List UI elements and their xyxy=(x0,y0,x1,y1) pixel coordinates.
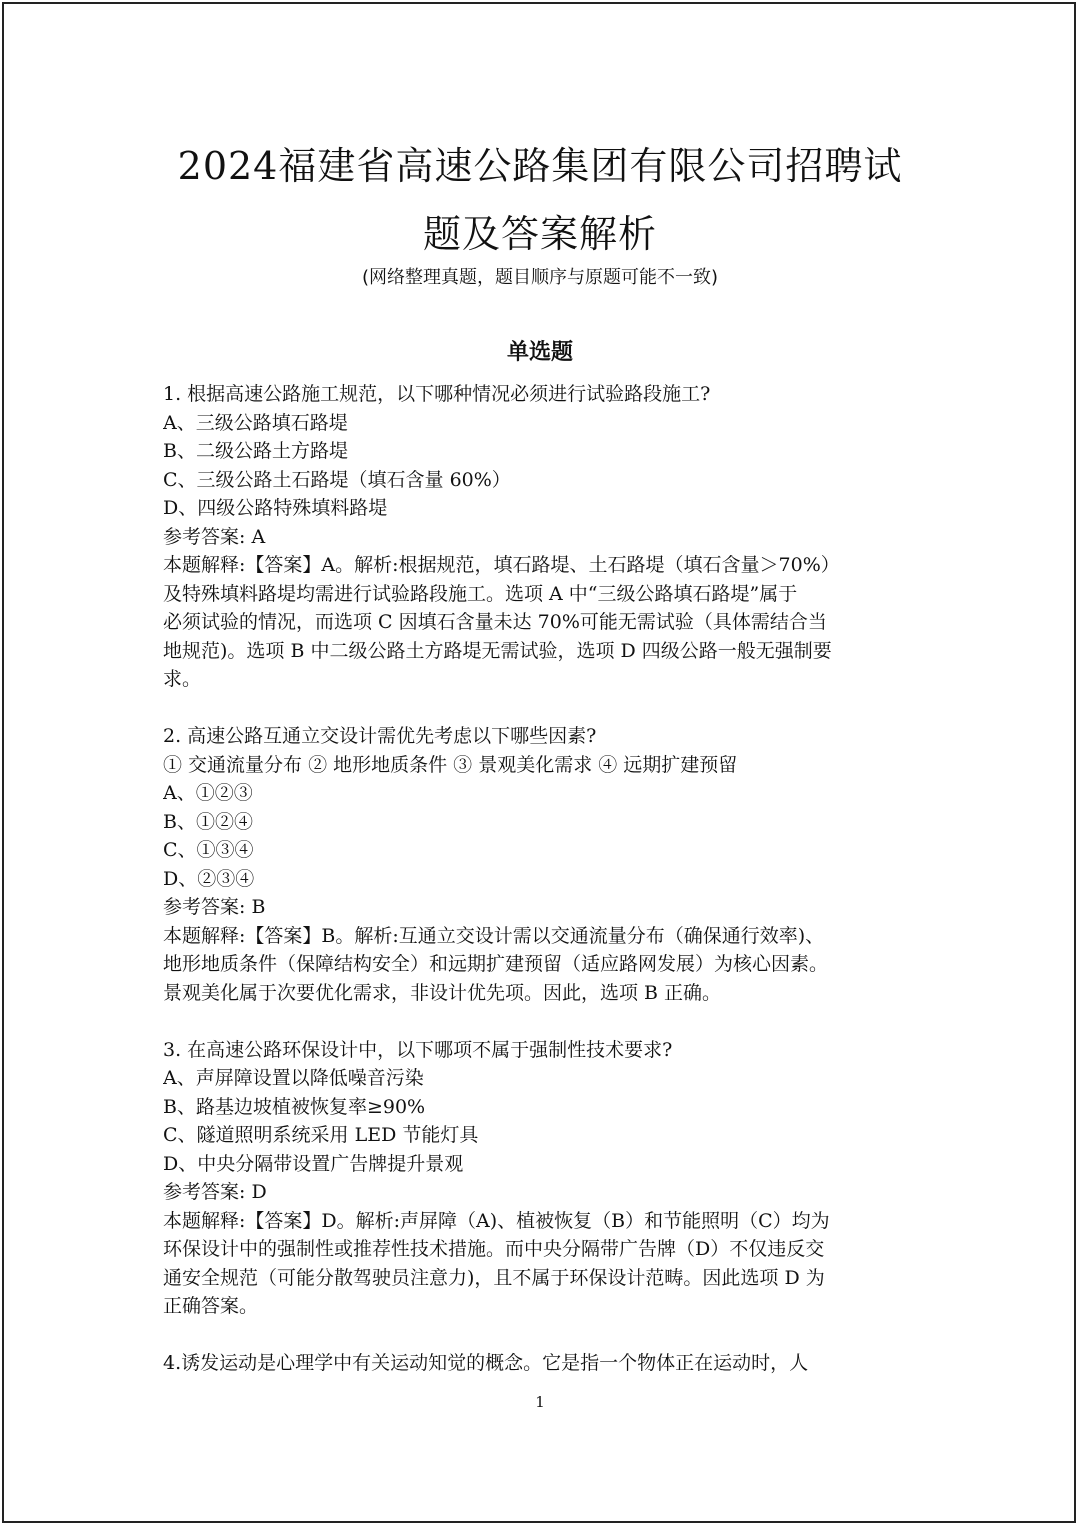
question-stem: 2. 高速公路互通立交设计需优先考虑以下哪些因素? xyxy=(163,725,597,747)
question-1 xyxy=(163,380,933,694)
explanation-line: 本题解释:【答案】A。解析:根据规范，填石路堤、土石路堤（填石含量＞70%） xyxy=(163,554,840,576)
option-b: B、二级公路土方路堤 xyxy=(163,440,348,462)
option-a: A、三级公路填石路堤 xyxy=(163,411,348,434)
explanation-line: 本题解释:【答案】B。解析:互通立交设计需以交通流量分布（确保通行效率)、 xyxy=(163,924,825,947)
explanation-line: 及特殊填料路堤均需进行试验路段施工。选项 A 中“三级公路填石路堤”属于 xyxy=(163,582,798,605)
option-a: A、声屏障设置以降低噪音污染 xyxy=(163,1067,424,1089)
explanation-line: 正确答案。 xyxy=(163,1295,259,1317)
option-b: B、路基边坡植被恢复率≥90% xyxy=(163,1095,426,1118)
option-b: B、①②④ xyxy=(163,810,253,833)
explanation xyxy=(163,551,933,694)
reference-answer: 参考答案: A xyxy=(163,525,266,548)
document-subtitle: (网络整理真题，题目顺序与原题可能不一致) xyxy=(361,267,719,288)
question-stem: 3. 在高速公路环保设计中，以下哪项不属于强制性技术要求? xyxy=(163,1038,673,1061)
option-d: D、四级公路特殊填料路堤 xyxy=(163,497,388,519)
question-list xyxy=(163,380,933,1378)
explanation-line: 地形地质条件（保障结构安全）和远期扩建预留（适应路网发展）为核心因素。 xyxy=(163,953,829,975)
explanation xyxy=(163,922,933,1008)
question-3 xyxy=(163,1036,933,1321)
option-d: D、中央分隔带设置广告牌提升景观 xyxy=(163,1152,464,1175)
option-d: D、②③④ xyxy=(163,867,255,890)
document-title-line-1: 2024福建省高速公路集团有限公司招聘试 xyxy=(177,144,903,188)
option-c: C、三级公路土石路堤（填石含量 60%） xyxy=(163,468,511,491)
question-2 xyxy=(163,722,933,1007)
explanation-line: 求。 xyxy=(163,668,202,690)
reference-answer: 参考答案: D xyxy=(163,1181,267,1203)
explanation-line: 必须试验的情况，而选项 C 因填石含量未达 70%可能无需试验（具体需结合当 xyxy=(163,611,827,633)
document-title-line-2: 题及答案解析 xyxy=(422,212,657,256)
option-c: C、①③④ xyxy=(163,839,254,861)
reference-answer: 参考答案: B xyxy=(163,896,266,918)
question-stem: 1. 根据高速公路施工规范，以下哪种情况必须进行试验路段施工? xyxy=(163,383,711,405)
page-number: 1 xyxy=(535,1393,545,1411)
explanation xyxy=(163,1207,933,1321)
section-heading: 单选题 xyxy=(506,339,573,365)
explanation-line: 环保设计中的强制性或推荐性技术措施。而中央分隔带广告牌（D）不仅违反交 xyxy=(163,1238,825,1260)
question-stem: 4.诱发运动是心理学中有关运动知觉的概念。它是指一个物体正在运动时，人 xyxy=(163,1352,809,1374)
option-c: C、隧道照明系统采用 LED 节能灯具 xyxy=(163,1124,479,1146)
factor-list: ① 交通流量分布 ② 地形地质条件 ③ 景观美化需求 ④ 远期扩建预留 xyxy=(163,753,738,776)
explanation-line: 本题解释:【答案】D。解析:声屏障（A)、植被恢复（B）和节能照明（C）均为 xyxy=(163,1209,830,1232)
option-a: A、①②③ xyxy=(163,782,253,804)
question-4 xyxy=(163,1349,933,1378)
explanation-line: 通安全规范（可能分散驾驶员注意力)，且不属于环保设计范畴。因此选项 D 为 xyxy=(163,1266,825,1289)
explanation-line: 景观美化属于次要优化需求，非设计优先项。因此，选项 B 正确。 xyxy=(163,981,722,1004)
explanation-line: 地规范)。选项 B 中二级公路土方路堤无需试验，选项 D 四级公路一般无强制要 xyxy=(163,639,832,662)
